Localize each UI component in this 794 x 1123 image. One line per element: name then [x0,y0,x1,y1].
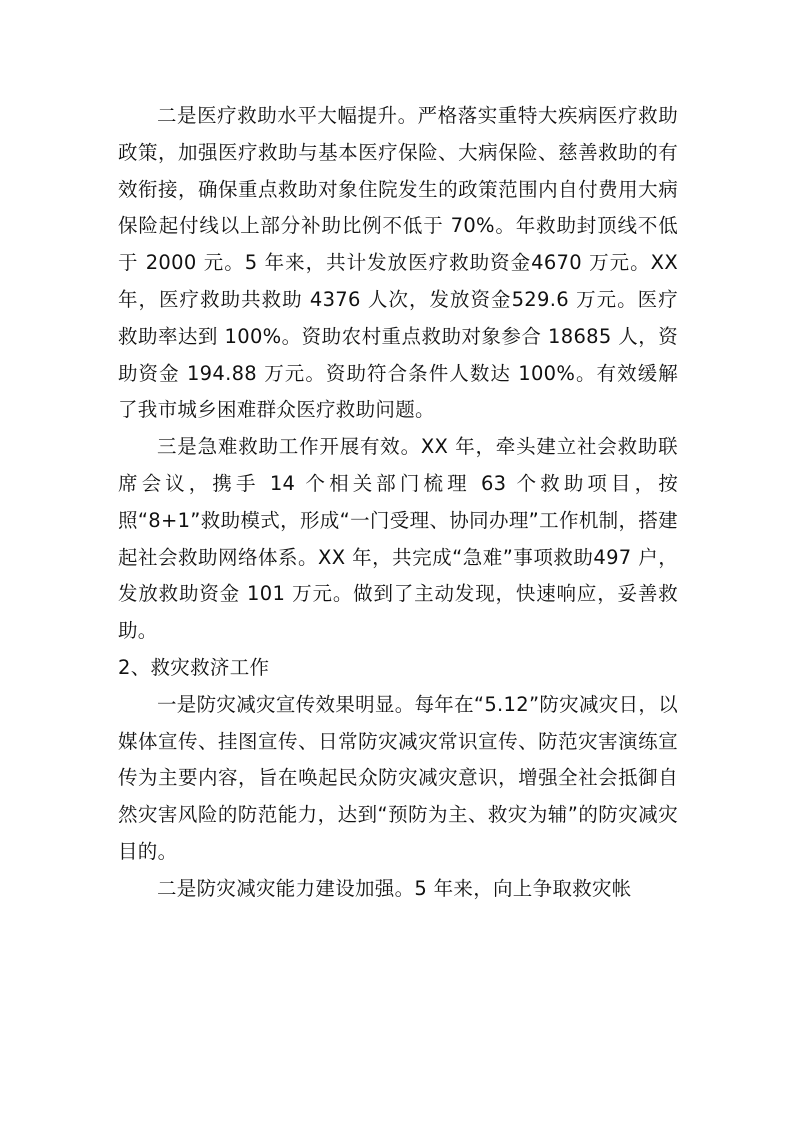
paragraph-disaster-prevention-publicity: 一是防灾减灾宣传效果明显。每年在“5.12”防灾减灾日，以媒体宣传、挂图宣传、日常防灾减灾常识宣传、防范灾害演练宣传为主要内容，旨在唤起民众防灾减灾意识，增强全社会抵御自然灾害风险的防范能力，达到“预防为主、救灾为辅”的防灾减灾目的。 [118,692,678,863]
section-heading-disaster-relief: 2、救灾救济工作 [118,655,270,679]
document-body [118,98,678,908]
paragraph-medical-aid: 二是医疗救助水平大幅提升。严格落实重特大疾病医疗救助政策，加强医疗救助与基本医疗保险、大病保险、慈善救助的有效衔接，确保重点救助对象住院发生的政策范围内自付费用大病保险起付线以上部分补助比例不低于 70%。年救助封顶线不低于 2000 元。5 年来，共计发放医疗救助资金4670 万元。XX 年，医疗救助共救助 4376 人次，发放资金529.6 万元。医疗救助率达到 100%。资助农村重点救助对象参合 18685 人，资助资金 194.88 万元。资助符合条件人数达 100%。有效缓解了我市城乡困难群众医疗救助问题。 [118,104,678,422]
paragraph-emergency-aid: 三是急难救助工作开展有效。XX 年，牵头建立社会救助联席会议，携手 14 个相关部门梳理 63 个救助项目，按照“8+1”救助模式，形成“一门受理、协同办理”工作机制，搭建起社会救助网络体系。XX 年，共完成“急难”事项救助497 户，发放救助资金 101 万元。做到了主动发现，快速响应，妥善救助。 [118,435,678,643]
paragraph-disaster-capacity: 二是防灾减灾能力建设加强。5 年来，向上争取救灾帐 [157,876,632,900]
